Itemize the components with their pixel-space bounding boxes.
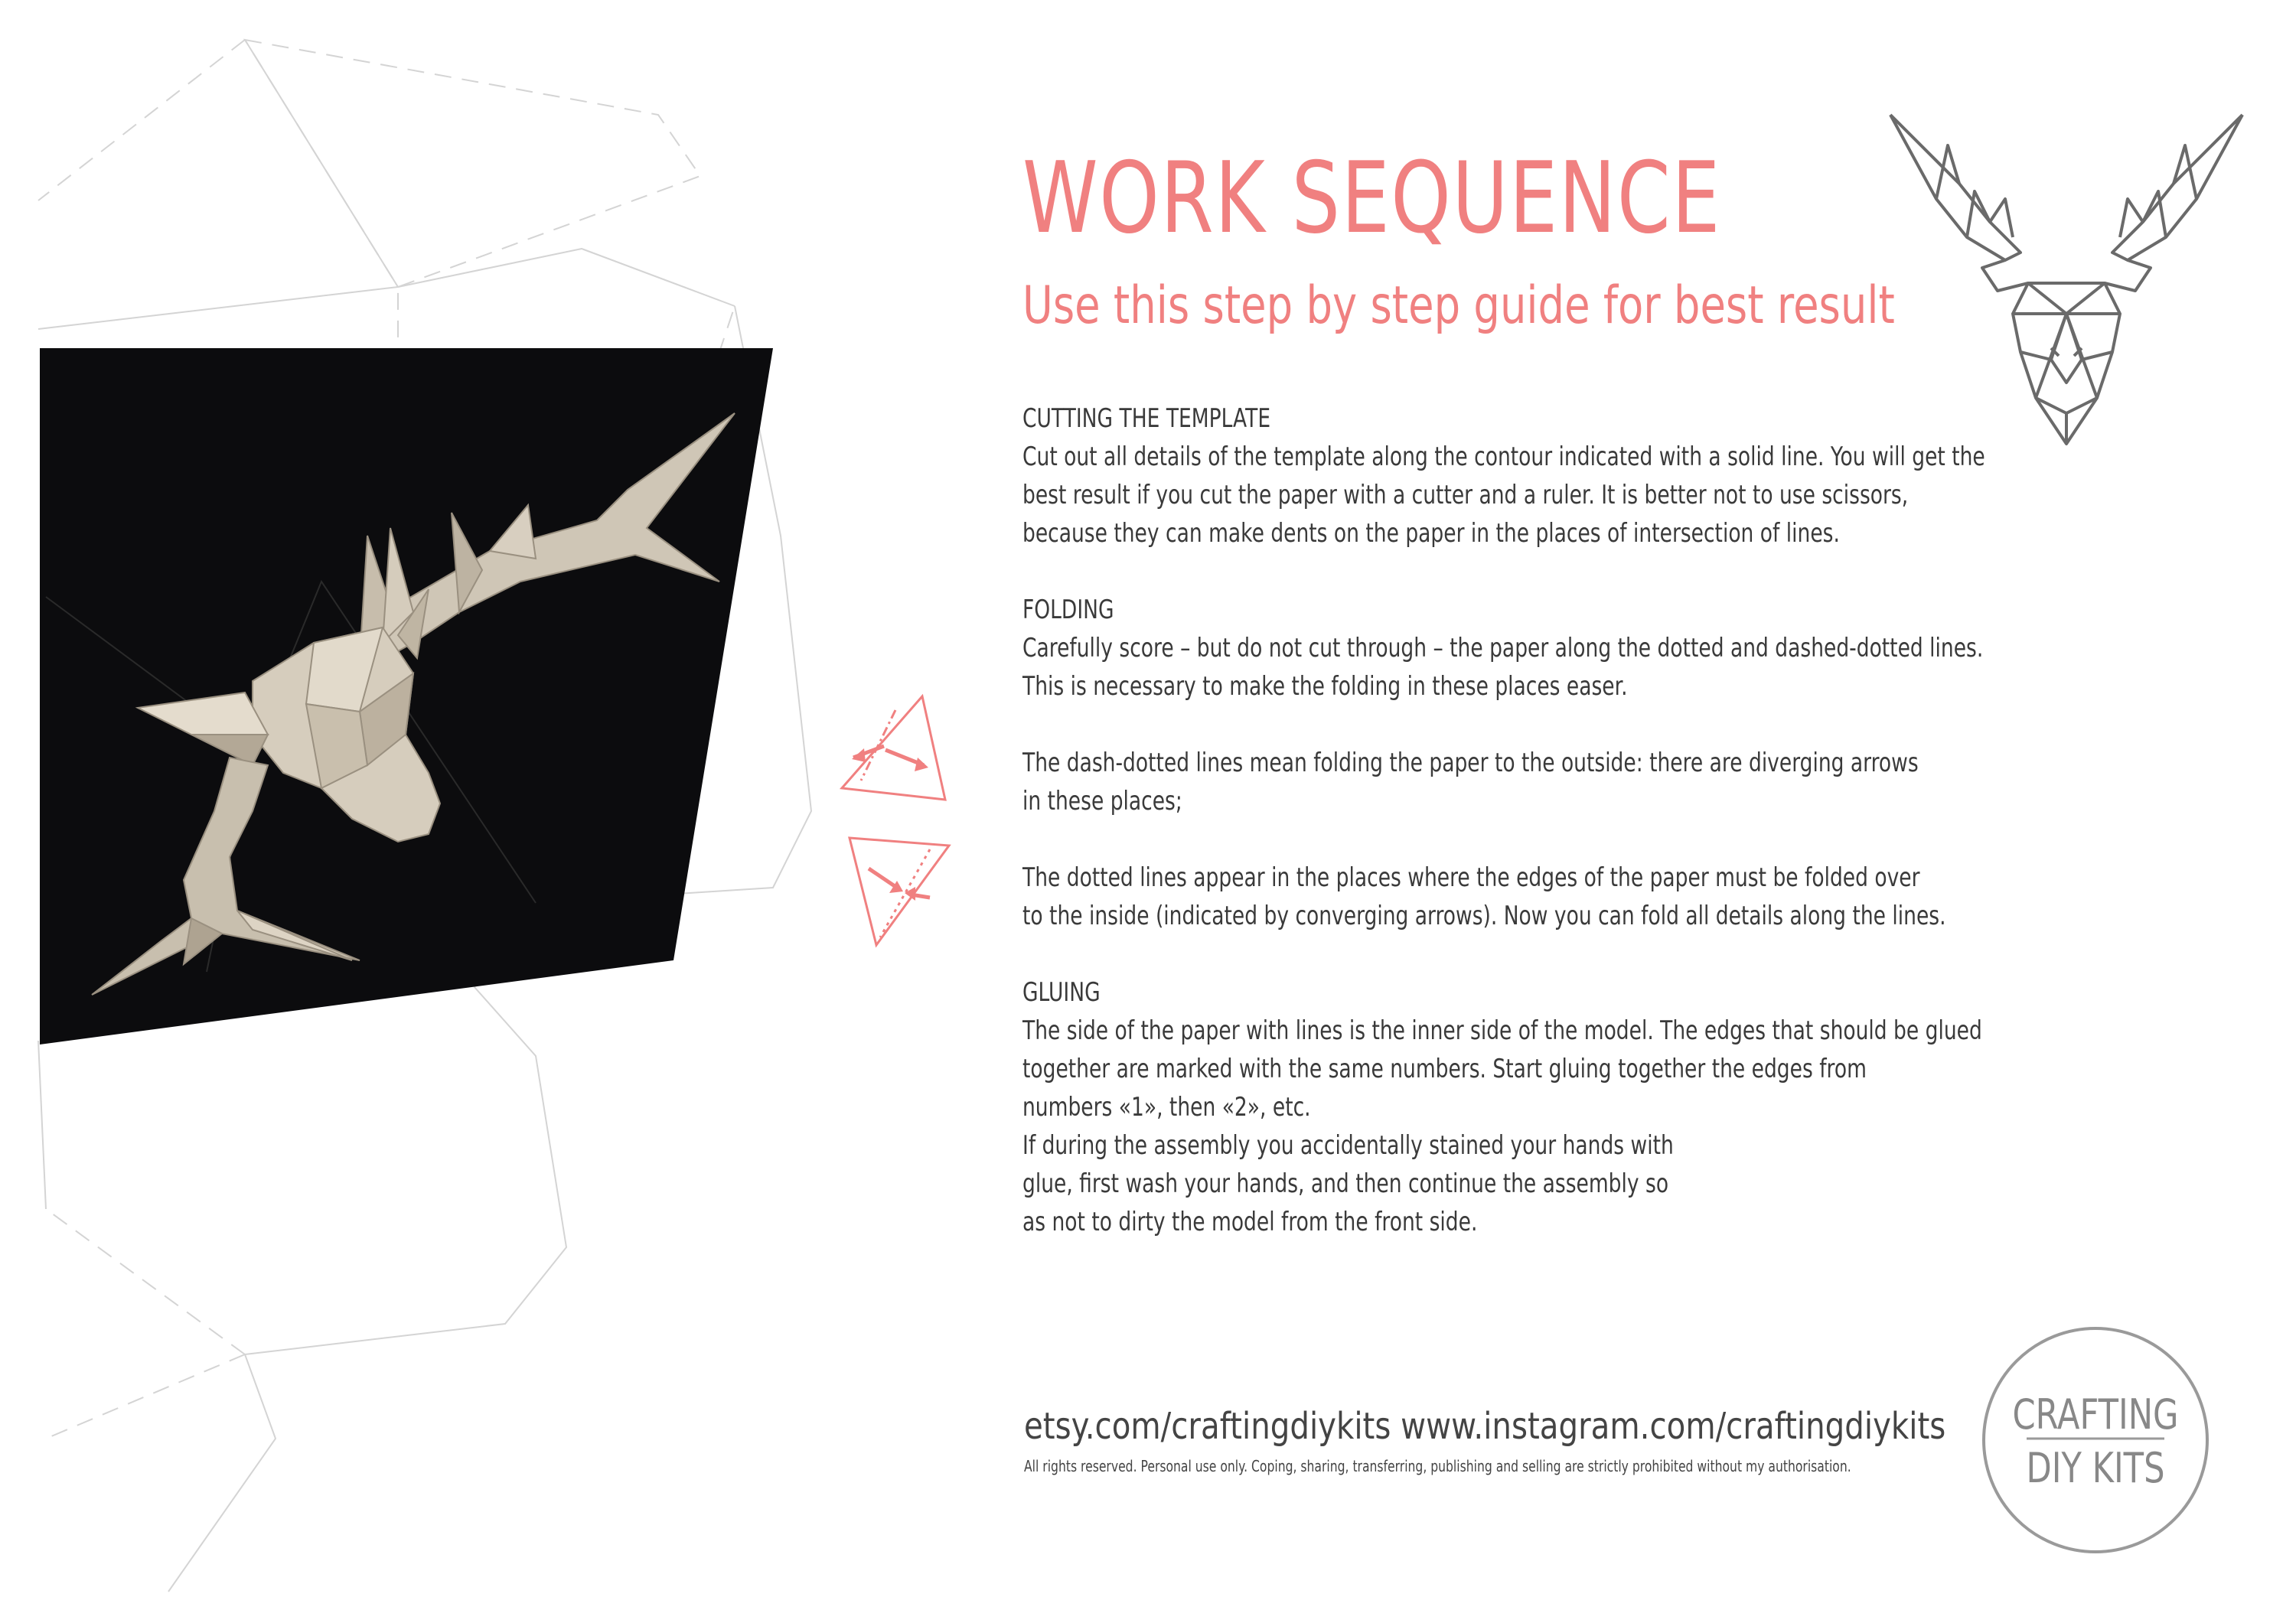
converging-arrows-icon <box>842 830 957 953</box>
brand-logo <box>1981 1325 2210 1555</box>
text-line: in these places; <box>1022 786 1182 816</box>
page-subtitle: Use this step by step guide for best result <box>1022 275 1895 336</box>
text-line: glue, first wash your hands, and then continue the assembly so <box>1022 1168 1669 1199</box>
text-line: numbers «1», then «2», etc. <box>1022 1092 1311 1123</box>
logo-line-1: CRAFTING <box>2012 1390 2179 1439</box>
text-line: This is necessary to make the folding in these places easer. <box>1022 671 1628 702</box>
section-heading-cutting: CUTTING THE TEMPLATE <box>1022 403 1271 434</box>
text-line: Carefully score – but do not cut through – the paper along the dotted and dashed-dotted lines. <box>1022 633 1984 663</box>
text-line: as not to dirty the model from the front side. <box>1022 1207 1478 1237</box>
copyright-notice: All rights reserved. Personal use only. Coping, sharing, transferring, publishing and selling are strictly prohibited without my authorisation. <box>1024 1457 1851 1475</box>
spacer <box>1022 935 2040 973</box>
spacer <box>1022 706 2040 744</box>
spacer <box>1022 820 2040 859</box>
text-line: because they can make dents on the paper in the places of intersection of lines. <box>1022 518 1840 549</box>
spacer <box>1022 552 2040 591</box>
text-line: The side of the paper with lines is the inner side of the model. The edges that should be glued <box>1022 1015 1982 1046</box>
logo-circle <box>1981 1325 2210 1555</box>
text-line: The dash-dotted lines mean folding the paper to the outside: there are diverging arrows <box>1022 748 1919 778</box>
page-title: WORK SEQUENCE <box>1022 142 1721 256</box>
text-line: best result if you cut the paper with a cutter and a ruler. It is better not to use scissors, <box>1022 480 1909 510</box>
text-line: The dotted lines appear in the places where the edges of the paper must be folded over <box>1022 862 1920 893</box>
text-line: Cut out all details of the template along the contour indicated with a solid line. You will get the <box>1022 442 1985 472</box>
diverging-arrows-icon <box>838 689 953 803</box>
text-line: to the inside (indicated by converging arrows). Now you can fold all details along the lines. <box>1022 901 1946 931</box>
text-line: If during the assembly you accidentally stained your hands with <box>1022 1130 1674 1161</box>
section-heading-folding: FOLDING <box>1022 595 1114 625</box>
logo-line-2: DIY KITS <box>2026 1444 2165 1492</box>
footer-links[interactable]: etsy.com/craftingdiykits www.instagram.com/craftingdiykits <box>1024 1405 1946 1448</box>
text-line: together are marked with the same numbers. Start gluing together the edges from <box>1022 1054 1867 1084</box>
instructions-body <box>1022 399 2040 1241</box>
section-heading-gluing: GLUING <box>1022 977 1101 1008</box>
